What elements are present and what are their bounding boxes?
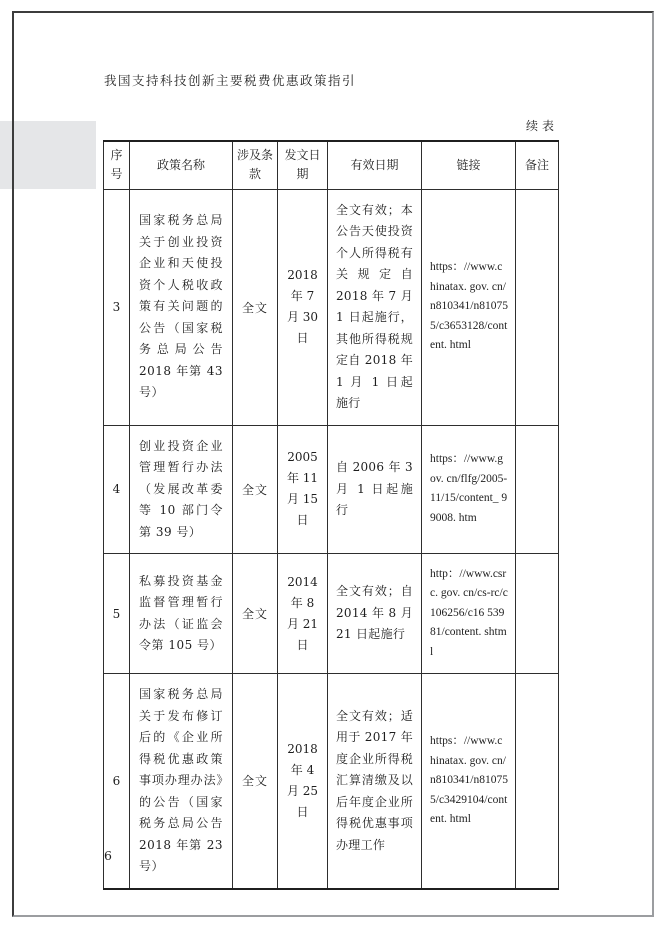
table-row (104, 189, 559, 425)
cell-link: http：//www.csrc. gov. cn/cs-rc/c106256/c16 53981/content. shtml (422, 554, 516, 674)
cell-policy-name: 私募投资基金监督管理暂行办法（证监会令第 105 号） (130, 554, 233, 674)
cell-issue-date: 2018 年 4 月 25 日 (278, 674, 328, 889)
table-header-row (104, 141, 559, 189)
cell-remark (516, 674, 559, 889)
document-title: 我国支持科技创新主要税费优惠政策指引 (104, 73, 357, 88)
cell-provisions: 全文 (233, 674, 278, 889)
table-row (104, 554, 559, 674)
column-header-policy-name: 政策名称 (130, 141, 233, 189)
cell-link: https：//www.gov. cn/flfg/2005-11/15/content_ 99008. htm (422, 425, 516, 554)
cell-effective-date: 全文有效；自 2014 年 8 月 21 日起施行 (328, 554, 422, 674)
cell-no: 3 (104, 189, 130, 425)
cell-link: https：//www.chinatax. gov. cn/n810341/n810755/c3429104/content. html (422, 674, 516, 889)
cell-remark (516, 189, 559, 425)
cell-policy-name: 国家税务总局关于发布修订后的《企业所得税优惠政策事项办理办法》的公告（国家税务总局公告 2018 年第 23 号） (130, 674, 233, 889)
column-header-link: 链接 (422, 141, 516, 189)
column-header-remark: 备注 (516, 141, 559, 189)
cell-provisions: 全文 (233, 425, 278, 554)
cell-issue-date: 2014 年 8 月 21 日 (278, 554, 328, 674)
column-header-no: 序号 (104, 141, 130, 189)
cell-policy-name: 创业投资企业管理暂行办法（发展改革委等 10 部门令第 39 号） (130, 425, 233, 554)
cell-remark (516, 425, 559, 554)
cell-no: 6 (104, 674, 130, 889)
page-number: 6 (104, 848, 112, 863)
cell-provisions: 全文 (233, 554, 278, 674)
scan-margin-tab (0, 121, 96, 189)
cell-effective-date: 全文有效；本公告天使投资个人所得税有关规定自 2018 年 7 月 1 日起施行，其他所得税规定自 2018 年 1 月 1 日起施行 (328, 189, 422, 425)
cell-provisions: 全文 (233, 189, 278, 425)
continued-table-label: 续表 (525, 119, 558, 133)
cell-policy-name: 国家税务总局关于创业投资企业和天使投资个人税收政策有关问题的公告（国家税务总局公告 2018 年第 43 号） (130, 189, 233, 425)
policy-table (103, 140, 559, 890)
cell-remark (516, 554, 559, 674)
table-row (104, 674, 559, 889)
cell-no: 4 (104, 425, 130, 554)
column-header-provisions: 涉及条款 (233, 141, 278, 189)
column-header-effective-date: 有效日期 (328, 141, 422, 189)
cell-no: 5 (104, 554, 130, 674)
table-row (104, 425, 559, 554)
cell-issue-date: 2005 年 11 月 15 日 (278, 425, 328, 554)
cell-effective-date: 自 2006 年 3 月 1 日起施行 (328, 425, 422, 554)
cell-issue-date: 2018 年 7 月 30 日 (278, 189, 328, 425)
cell-effective-date: 全文有效；适用于 2017 年度企业所得税汇算清缴及以后年度企业所得税优惠事项办理工作 (328, 674, 422, 889)
column-header-issue-date: 发文日期 (278, 141, 328, 189)
cell-link: https：//www.chinatax. gov. cn/n810341/n810755/c3653128/content. html (422, 189, 516, 425)
